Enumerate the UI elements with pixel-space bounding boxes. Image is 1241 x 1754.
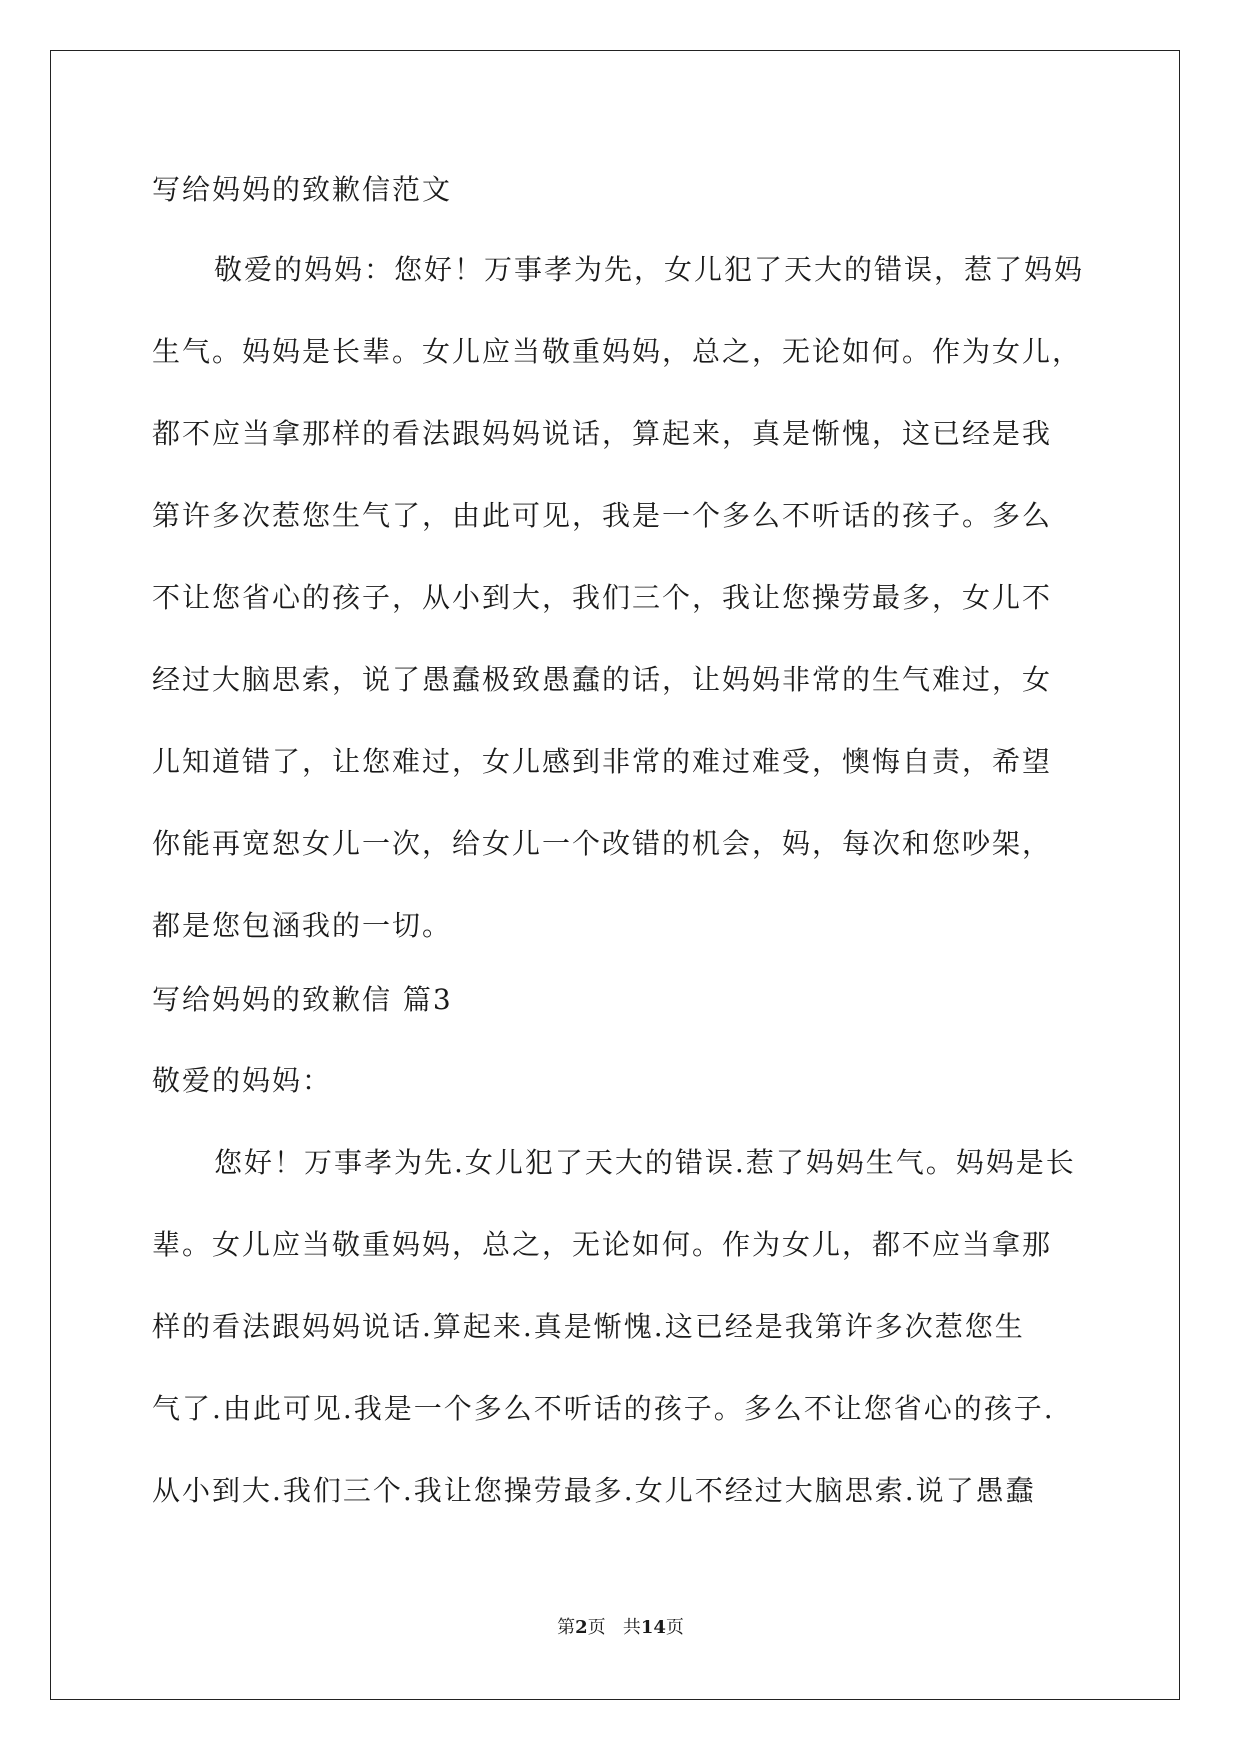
page-prefix: 第	[557, 1617, 576, 1638]
paragraph-line: 从小到大.我们三个.我让您操劳最多.女儿不经过大脑思索.说了愚蠢	[152, 1474, 1036, 1507]
page-suffix: 页	[587, 1617, 606, 1638]
page-border	[50, 50, 1180, 1700]
paragraph-line: 辈。女儿应当敬重妈妈，总之，无论如何。作为女儿，都不应当拿那	[152, 1228, 1053, 1261]
document-title: 写给妈妈的致歉信范文	[152, 173, 453, 206]
section-title: 写给妈妈的致歉信 篇3	[152, 983, 453, 1016]
paragraph-line: 你能再宽恕女儿一次，给女儿一个改错的机会，妈，每次和您吵架，	[152, 827, 1053, 860]
page-footer	[0, 1616, 1241, 1640]
paragraph-line: 生气。妈妈是长辈。女儿应当敬重妈妈，总之，无论如何。作为女儿，	[152, 335, 1083, 368]
paragraph-line: 样的看法跟妈妈说话.算起来.真是惭愧.这已经是我第许多次惹您生	[152, 1310, 1025, 1343]
paragraph-line: 都是您包涵我的一切。	[152, 909, 453, 942]
paragraph-line: 经过大脑思索，说了愚蠢极致愚蠢的话，让妈妈非常的生气难过，女	[152, 663, 1053, 696]
total-suffix: 页	[665, 1617, 684, 1638]
paragraph-line: 气了.由此可见.我是一个多么不听话的孩子。多么不让您省心的孩子.	[152, 1392, 1055, 1425]
salutation: 敬爱的妈妈：	[152, 1064, 333, 1097]
page-number: 2	[575, 1617, 588, 1638]
paragraph-line: 您好！万事孝为先.女儿犯了天大的错误.惹了妈妈生气。妈妈是长	[214, 1146, 1076, 1179]
total-prefix: 共	[622, 1617, 641, 1638]
paragraph-line: 儿知道错了，让您难过，女儿感到非常的难过难受，懊悔自责，希望	[152, 745, 1053, 778]
paragraph-line: 都不应当拿那样的看法跟妈妈说话，算起来，真是惭愧，这已经是我	[152, 417, 1053, 450]
paragraph-line: 不让您省心的孩子，从小到大，我们三个，我让您操劳最多，女儿不	[152, 581, 1053, 614]
total-pages: 14	[640, 1617, 666, 1638]
paragraph-line: 第许多次惹您生气了，由此可见，我是一个多么不听话的孩子。多么	[152, 499, 1053, 532]
paragraph-line: 敬爱的妈妈：您好！万事孝为先，女儿犯了天大的错误，惹了妈妈	[214, 253, 1085, 286]
